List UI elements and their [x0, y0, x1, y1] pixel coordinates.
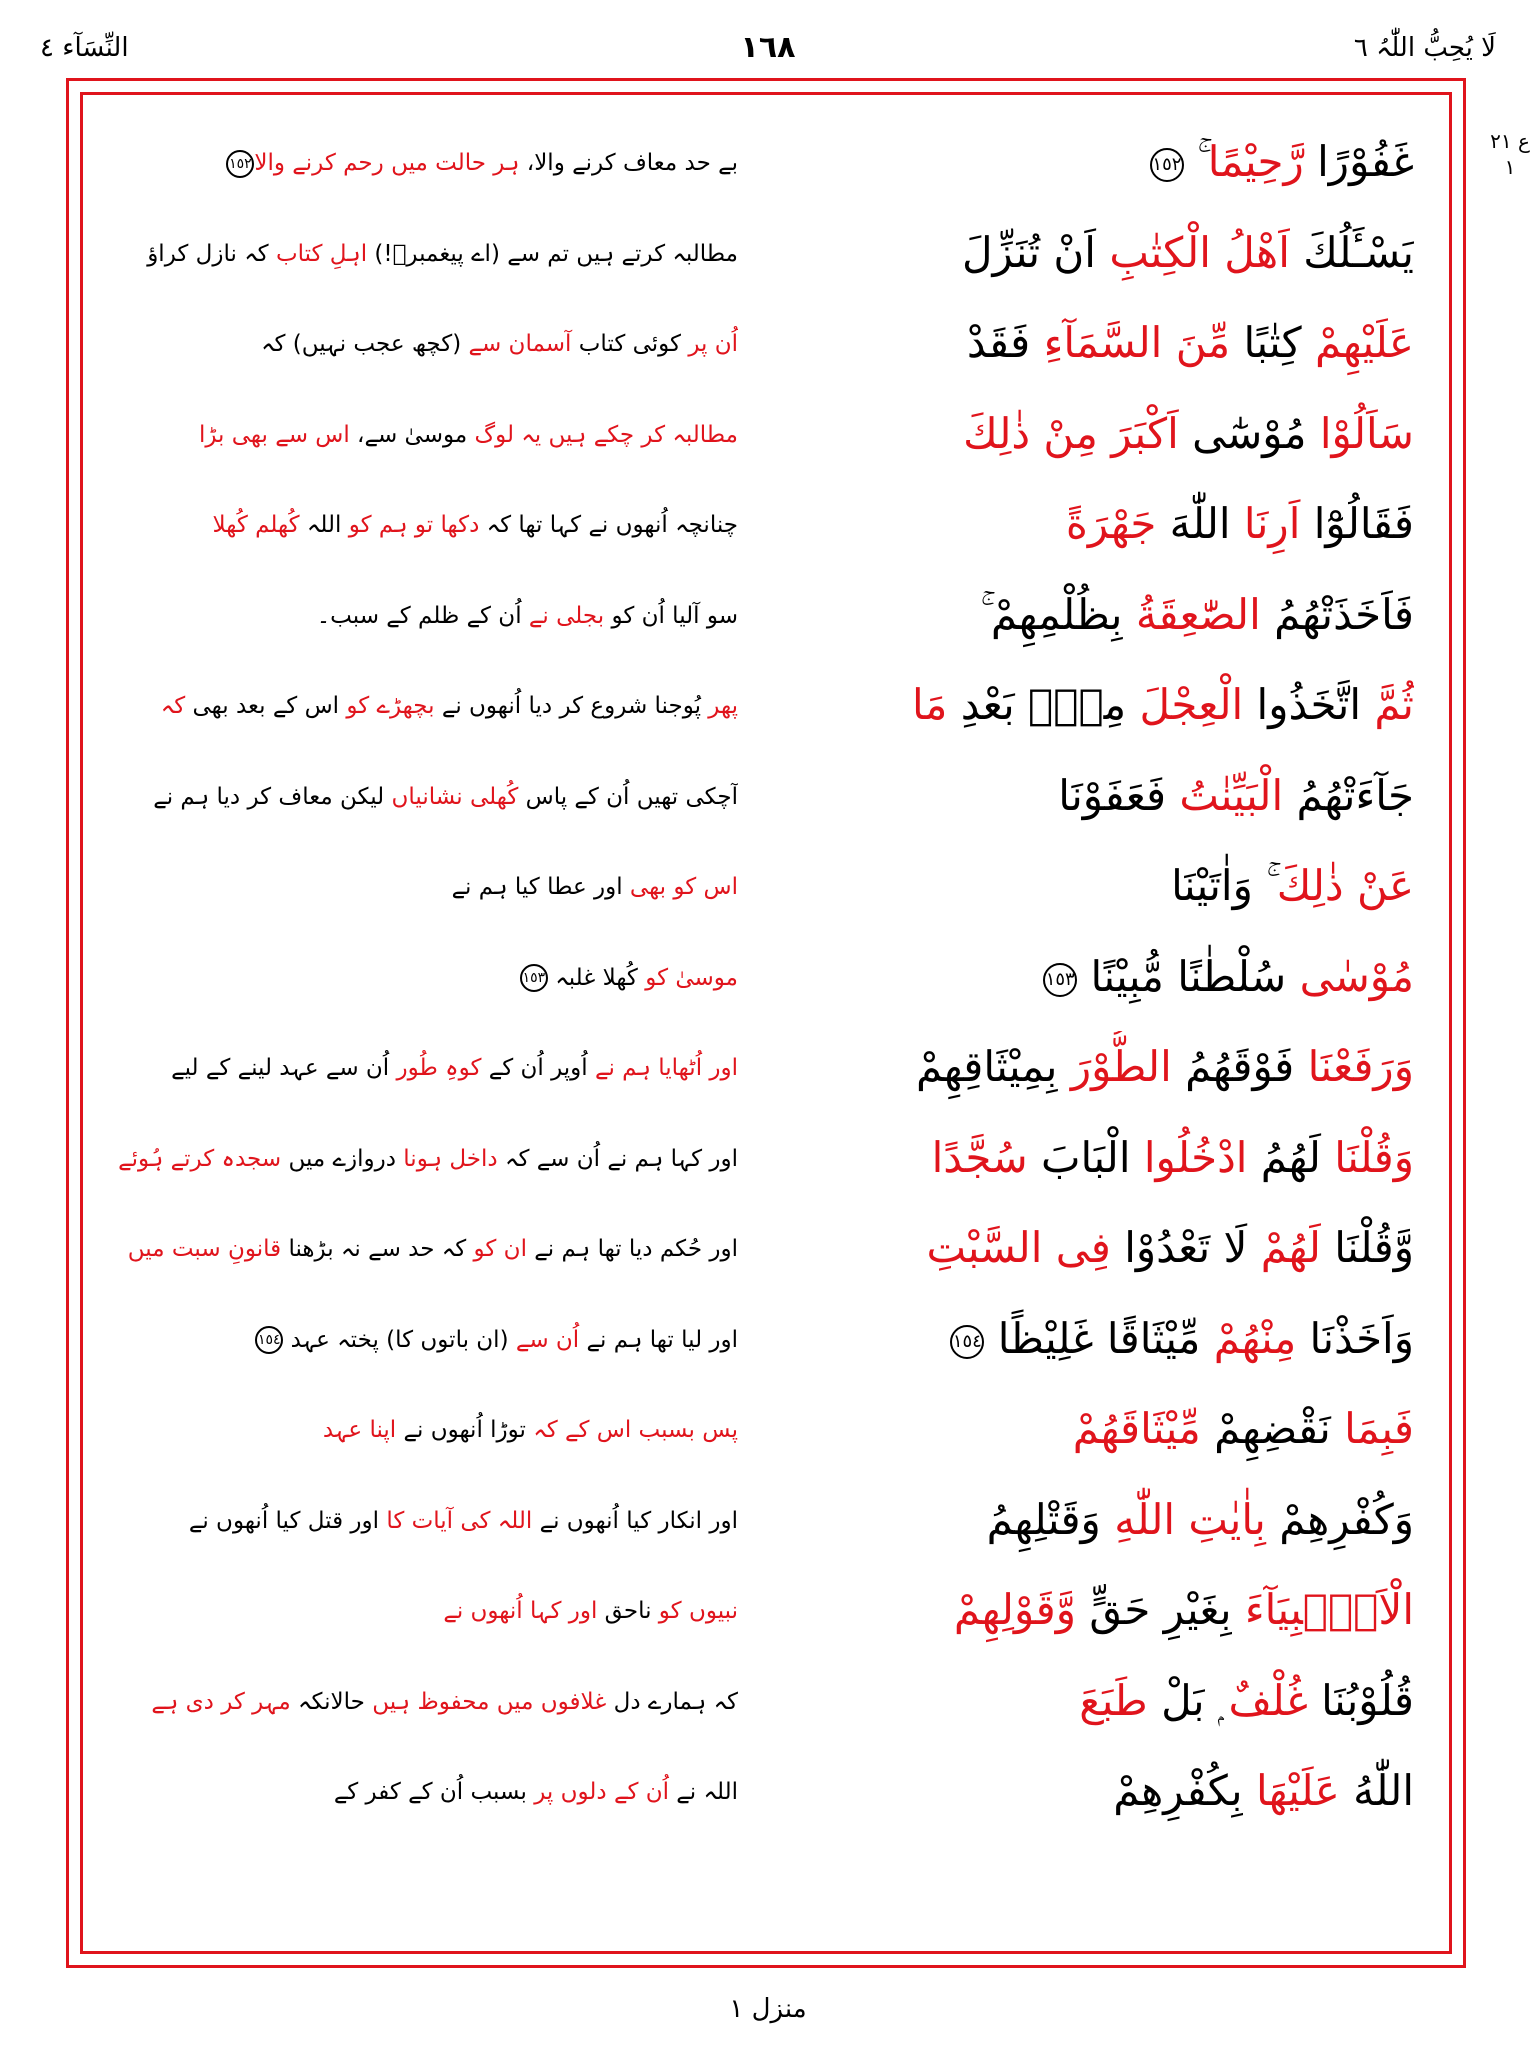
urdu-segment: دروازے میں [281, 1145, 404, 1172]
urdu-segment: کوہِ طُور [396, 1055, 482, 1081]
urdu-segment: غلافوں میں محفوظ ہیں [372, 1688, 607, 1715]
urdu-segment: اور لیا تھا ہم نے [579, 1326, 738, 1353]
arabic-segment: اَنْ تُنَزِّلَ [962, 227, 1110, 277]
urdu-segment: اللہ [299, 512, 349, 538]
verse-row [98, 1031, 1434, 1111]
urdu-translation-line [118, 949, 738, 1013]
arabic-segment: لَهُمُ [1247, 1132, 1335, 1182]
urdu-segment: اُن سے [515, 1326, 580, 1353]
verse-row [98, 579, 1434, 659]
urdu-translation-line [118, 225, 738, 289]
urdu-segment: نبیوں کو [658, 1598, 738, 1624]
arabic-segment: اَرِنَا [1243, 499, 1301, 548]
arabic-verse-line [774, 1574, 1414, 1654]
urdu-segment: دکھا تو ہم کو [348, 512, 480, 538]
arabic-segment: الْاَنْۢبِيَآءَ [1244, 1585, 1414, 1634]
arabic-segment: وَّقُلْنَا [1320, 1223, 1414, 1272]
arabic-segment: مَا [912, 680, 948, 729]
urdu-translation-line [118, 1492, 738, 1556]
urdu-segment: اللہ نے [669, 1779, 738, 1805]
arabic-segment: قُلُوْبُنَا [1307, 1675, 1414, 1725]
urdu-segment: اللہ کی آیات کا [386, 1507, 533, 1534]
arabic-segment: ۚ [1183, 137, 1208, 186]
manzil-footer: منزل ١ [729, 1994, 807, 2024]
arabic-segment: يَسْـَٔلُكَ [1289, 227, 1414, 277]
arabic-segment: جَهْرَةً [1065, 499, 1157, 548]
arabic-segment: طَبَعَ [1079, 1675, 1148, 1725]
urdu-translation-line [118, 315, 738, 379]
arabic-verse-line [774, 579, 1414, 659]
urdu-segment: اس کے بعد بھی [185, 693, 347, 719]
urdu-segment: کُھلا غلبہ [547, 964, 646, 991]
urdu-segment: مطالبہ کر چکے ہیں یہ لوگ [474, 421, 738, 448]
urdu-segment: اور کہا اُنھوں نے [443, 1598, 598, 1624]
arabic-verse-line [774, 1122, 1414, 1202]
arabic-segment: عَلَيْهِمْ [1301, 318, 1414, 367]
verse-row [98, 850, 1434, 930]
arabic-segment: اَهْلُ الْكِتٰبِ [1109, 227, 1290, 277]
arabic-segment: فَعَفَوْنَا [1058, 770, 1180, 820]
arabic-segment: بِاٰيٰتِ اللّٰهِ [1114, 1494, 1266, 1544]
arabic-segment: وَكُفْرِهِمْ [1265, 1494, 1414, 1544]
arabic-verse-line [774, 850, 1414, 930]
ayah-number-marker: ١٥٤ [950, 1325, 984, 1359]
verse-row [98, 669, 1434, 749]
juz-name: لَا یُحِبُّ اللّٰہُ ٦ [1353, 33, 1496, 63]
arabic-segment: الْبَابَ [1027, 1132, 1144, 1182]
urdu-segment: آسمان سے [468, 331, 572, 357]
ruku-marker: ع ٢١ ١ [1490, 129, 1530, 179]
arabic-verse-line [774, 669, 1414, 749]
arabic-segment: نَقْضِهِمْ [1200, 1404, 1345, 1453]
urdu-translation-line [118, 1673, 738, 1737]
arabic-segment: بِكُفْرِهِمْ [1113, 1766, 1256, 1815]
arabic-segment: الصّٰعِقَةُ [1135, 589, 1261, 639]
urdu-segment: کُھلم کُھلا [212, 512, 300, 538]
urdu-translation-line [118, 406, 738, 470]
verse-row [98, 1393, 1434, 1473]
urdu-segment: ان کو [473, 1236, 527, 1262]
urdu-segment: چنانچہ اُنھوں نے کہا تھا کہ [479, 512, 738, 538]
urdu-segment: اُن سے کہ [497, 1145, 608, 1172]
arabic-segment: الْبَيِّنٰتُ [1179, 770, 1284, 820]
arabic-segment: مُوْسٰٓى [1178, 408, 1320, 458]
verse-row [98, 398, 1434, 478]
arabic-segment: رَّحِيْمًا [1207, 137, 1304, 186]
arabic-segment: لَهُمْ [1260, 1223, 1321, 1272]
arabic-segment: ادْخُلُوا [1143, 1132, 1248, 1182]
urdu-segment: اپنا عہد [322, 1417, 397, 1443]
urdu-segment: کوئی کتاب [571, 331, 689, 357]
urdu-segment: اور انکار کیا اُنھوں نے [532, 1507, 738, 1534]
urdu-translation-line [118, 677, 738, 741]
arabic-segment: بِظُلْمِهِمْ ۚ [980, 589, 1136, 639]
urdu-translation-line [118, 858, 738, 922]
arabic-segment: مِّيْثَاقًا غَلِيْظًا [984, 1313, 1214, 1363]
arabic-segment: جَآءَتْهُمُ [1283, 770, 1414, 820]
urdu-segment: اُن کے ظلم کے سبب۔ [316, 602, 529, 629]
arabic-verse-line [774, 1393, 1414, 1473]
arabic-segment: ثُمَّ [1374, 680, 1414, 729]
urdu-translation-line [118, 1039, 738, 1103]
urdu-translation-line [118, 1582, 738, 1646]
arabic-segment: غَفُوْرًا [1303, 137, 1414, 186]
urdu-segment: موسیٰ کو [645, 964, 738, 991]
arabic-verse-line [774, 1755, 1414, 1835]
arabic-segment: بِمِيْثَاقِهِمْ [915, 1042, 1071, 1091]
urdu-segment: اہلِ کتاب [275, 240, 368, 267]
arabic-segment: لَا تَعْدُوْا [1110, 1223, 1261, 1272]
urdu-translation-line [118, 1130, 738, 1194]
arabic-segment: فِى السَّبْتِ [926, 1223, 1111, 1272]
urdu-segment: حالانکہ [290, 1688, 373, 1715]
urdu-segment: اُن سے عہد لینے کے لیے [171, 1055, 397, 1081]
arabic-segment: وَقُلْنَا [1334, 1132, 1414, 1182]
urdu-segment: ہر حالت میں رحم کرنے والا [254, 150, 520, 176]
urdu-segment: پس بسبب اس کے کہ [533, 1417, 738, 1443]
arabic-segment: مِّيْثَاقَهُمْ [1072, 1404, 1201, 1453]
arabic-verse-line [774, 1212, 1414, 1292]
arabic-segment: اللّٰهُ [1339, 1766, 1414, 1815]
urdu-segment: کہ ہمارے دل [606, 1688, 738, 1715]
arabic-segment: فَوْقَهُمُ [1171, 1042, 1308, 1091]
urdu-segment: اور قتل کیا اُنھوں نے [188, 1507, 387, 1534]
urdu-segment: مطالبہ کرتے ہیں تم سے (اے پیغمبرؐ!) [367, 240, 738, 267]
urdu-segment: بسبب اُن کے کفر کے [333, 1779, 535, 1805]
arabic-segment: مِنْهُمْ [1213, 1313, 1297, 1363]
arabic-segment: اللّٰهَ [1156, 499, 1244, 548]
urdu-segment: توڑا اُنھوں نے [396, 1417, 534, 1443]
ayah-number-marker: ١٥٢ [226, 150, 254, 178]
verse-row [98, 1574, 1434, 1654]
verse-row [98, 1755, 1434, 1835]
verse-row [98, 1303, 1434, 1383]
arabic-segment: سَاَلُوْا [1319, 408, 1414, 458]
arabic-segment: الطُّوْرَ [1070, 1042, 1172, 1091]
arabic-segment: فَقَالُوْٓا [1300, 499, 1414, 548]
urdu-segment: (ان باتوں کا) پختہ عہد [283, 1326, 516, 1353]
urdu-translation-line [118, 1220, 738, 1284]
arabic-segment: وَّقَوْلِهِمْ [953, 1585, 1077, 1634]
verse-row [98, 1484, 1434, 1564]
arabic-segment: سُلْطٰنًا مُّبِيْنًا [1077, 951, 1300, 1001]
arabic-segment: اتَّخَذُوا [1243, 680, 1375, 729]
arabic-segment: عَنْ ذٰلِكَ [1276, 861, 1414, 910]
arabic-verse-line [774, 126, 1414, 206]
urdu-segment: لیکن معاف کر دیا ہم نے [153, 783, 392, 810]
urdu-segment: سجدہ کرتے ہُوئے [118, 1145, 282, 1172]
urdu-segment: کہ حد سے نہ بڑھنا [281, 1236, 474, 1262]
urdu-segment: کہ [160, 693, 186, 719]
verse-row [98, 217, 1434, 297]
arabic-segment: وَاَخَذْنَا [1296, 1313, 1414, 1363]
urdu-translation-line [118, 134, 738, 198]
verse-rows [98, 126, 1434, 1926]
urdu-segment: اور عطا کیا ہم نے [451, 874, 630, 900]
urdu-translation-line [118, 768, 738, 832]
arabic-verse-line [774, 1303, 1414, 1383]
arabic-verse-line [774, 307, 1414, 387]
urdu-segment: سو آلیا اُن کو [604, 602, 738, 629]
ayah-number-marker: ١٥٣ [1043, 963, 1077, 997]
verse-row [98, 941, 1434, 1021]
arabic-segment: الْعِجْلَ [1139, 680, 1244, 729]
verse-row [98, 1665, 1434, 1745]
urdu-segment: پھر [708, 693, 738, 719]
arabic-segment: سُجَّدًا [931, 1132, 1028, 1182]
urdu-segment: اور حُکم دیا تھا ہم نے [526, 1236, 738, 1262]
verse-row [98, 307, 1434, 387]
urdu-segment: مہر کر دی ہے [151, 1688, 291, 1715]
urdu-segment: بجلی نے [528, 602, 605, 629]
urdu-segment: داخل ہونا [403, 1145, 498, 1172]
surah-name: النِّسَآء ٤ [40, 33, 129, 63]
urdu-segment: اس سے بھی بڑا [198, 421, 350, 448]
urdu-translation-line [118, 1763, 738, 1827]
urdu-segment: آچکی تھیں اُن کے پاس [518, 783, 738, 810]
arabic-verse-line [774, 1484, 1414, 1564]
ayah-number-marker: ١٥٣ [520, 964, 548, 992]
verse-row [98, 126, 1434, 206]
urdu-segment: اُن کے دلوں پر [534, 1779, 669, 1805]
arabic-segment: اَكْبَرَ مِنْ ذٰلِكَ [963, 408, 1179, 458]
arabic-verse-line [774, 217, 1414, 297]
urdu-segment: بے حد معاف کرنے والا، [519, 150, 738, 176]
arabic-segment: غُلْفٌ [1228, 1675, 1308, 1725]
arabic-verse-line [774, 760, 1414, 840]
arabic-segment: ۚ وَاٰتَيْنَا [1171, 861, 1277, 910]
arabic-segment: ۭ بَلْ [1147, 1675, 1229, 1725]
page-number: ١٦٨ [740, 30, 796, 65]
arabic-segment: وَرَفَعْنَا [1307, 1042, 1414, 1091]
arabic-verse-line [774, 1031, 1414, 1111]
urdu-segment: اور اُٹھایا ہم نے [594, 1055, 738, 1081]
arabic-verse-line [774, 1665, 1414, 1745]
urdu-translation-line [118, 587, 738, 651]
urdu-translation-line [118, 496, 738, 560]
urdu-segment: بچھڑے کو [346, 693, 435, 719]
arabic-segment: فَاَخَذَتْهُمُ [1260, 589, 1414, 639]
arabic-verse-line [774, 941, 1414, 1021]
urdu-translation-line [118, 1311, 738, 1375]
arabic-segment: فَقَدْ [966, 318, 1044, 367]
urdu-segment: اس کو بھی [629, 874, 738, 900]
arabic-segment: مِّنَ السَّمَآءِ [1043, 318, 1231, 367]
verse-row [98, 760, 1434, 840]
urdu-segment: موسیٰ سے، [349, 421, 475, 448]
urdu-segment: اُن پر [688, 331, 738, 357]
arabic-verse-line [774, 488, 1414, 568]
urdu-segment: پُوجنا شروع کر دیا اُنھوں نے [434, 693, 709, 719]
urdu-segment: اور کہا ہم نے [607, 1145, 738, 1172]
ayah-number-marker: ١٥٤ [255, 1326, 283, 1354]
verse-row [98, 488, 1434, 568]
urdu-segment: قانونِ سبت میں [127, 1236, 282, 1262]
urdu-segment: کُھلی نشانیاں [391, 783, 519, 810]
urdu-segment: (کچھ عجب نہیں) کہ [261, 331, 469, 357]
page-header [30, 28, 1506, 72]
arabic-segment: مُوْسٰى [1299, 951, 1414, 1001]
ayah-number-marker: ١٥٢ [1150, 148, 1184, 182]
urdu-segment: اُوپر اُن کے [481, 1055, 595, 1081]
arabic-segment: عَلَيْهَا [1255, 1766, 1340, 1815]
arabic-segment: وَقَتْلِهِمُ [986, 1494, 1115, 1544]
arabic-segment: كِتٰبًا [1230, 318, 1302, 367]
urdu-translation-line [118, 1401, 738, 1465]
verse-row [98, 1122, 1434, 1202]
arabic-segment: مِنْۢ بَعْدِ [947, 680, 1140, 729]
arabic-verse-line [774, 398, 1414, 478]
urdu-segment: کہ نازل کراؤ [147, 240, 276, 267]
urdu-segment: ناحق [597, 1598, 659, 1624]
verse-row [98, 1212, 1434, 1292]
arabic-segment: بِغَيْرِ حَقٍّ [1076, 1585, 1245, 1634]
arabic-segment: فَبِمَا [1344, 1404, 1414, 1453]
